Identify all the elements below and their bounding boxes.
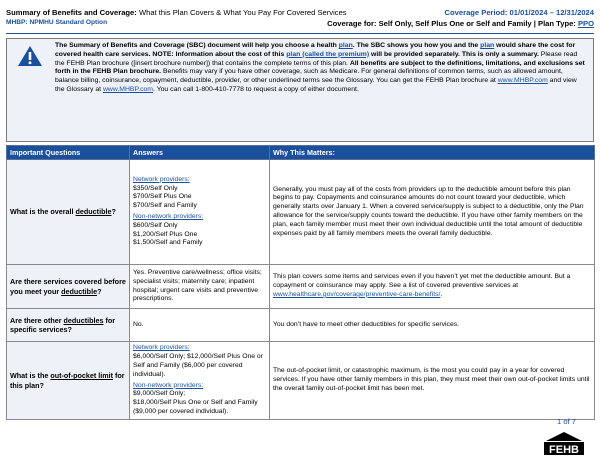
question-cell: What is the overall deductible? xyxy=(7,160,130,265)
logo-text: FEHB xyxy=(549,444,579,456)
fehb-logo xyxy=(542,430,586,456)
col-header-why: Why This Matters: xyxy=(270,146,595,160)
notice-box xyxy=(6,38,594,142)
col-header-questions: Important Questions xyxy=(7,146,130,160)
table-row xyxy=(7,160,595,265)
coverage-period: Coverage Period: 01/01/2024 – 12/31/2024 xyxy=(444,8,594,17)
answer-cell: Network providers: $6,000/Self Only; $12,000/Self Plus One or Self and Family ($6,000 per covered individual). Non-network providers: $9,000/Self Only; $18,000/Self Plus One or Self and Family ($9,000 per covered individual). xyxy=(130,342,270,420)
why-cell: You don’t have to meet other deductibles for specific services. xyxy=(270,309,595,342)
why-cell: The out-of-pocket limit, or catastrophic maximum, is the most you could pay in a year for covered services. If you have other family members in this plan, they must meet their own out-of-pocket limits until the overall family out-of-pocket limit has been met. xyxy=(270,342,595,420)
answer-cell: Yes. Preventive care/wellness; office visits; specialist visits; maternity care; inpatient hospital; urgent care visits and preventive prescriptions. xyxy=(130,265,270,309)
table-row xyxy=(7,342,595,420)
brochure-link[interactable]: www.MHBP.com xyxy=(497,77,548,84)
benefits-table xyxy=(6,145,595,420)
table-header-row xyxy=(7,146,595,160)
answer-cell: No. xyxy=(130,309,270,342)
page-number: 1 of 7 xyxy=(557,417,576,426)
sbc-title: Summary of Benefits and Coverage: What this Plan Covers & What You Pay For Covered Services xyxy=(6,8,347,17)
question-cell: What is the out-of-pocket limit for this plan? xyxy=(7,342,130,420)
notice-text: The Summary of Benefits and Coverage (SBC) document will help you choose a health plan. The SBC shows you how you and the plan would share the cost for covered health care services. NOTE: Information about the cost of this plan (called the premium) will be provided separately. This is only a summary. Please read the FEHB Plan brochure ([insert brochure number]) that contains the complete terms of this plan. All benefits are subject to the definitions, limitations, and exclusions set forth in the FEHB Plan brochure. Benefits may vary if you have other coverage, such as Medicare. For general definitions of common terms, such as allowed amount, balance billing, coinsurance, copayment, deductible, provider, or other underlined terms see the Glossary. You can get the FEHB Plan brochure at www.MHBP.com and view the Glossary at www.MHBP.com. You can call 1-800-410-7778 to request a copy of either document. xyxy=(55,42,585,93)
coverage-for: Coverage for: Self Only, Self Plus One or Self and Family | Plan Type: PPO xyxy=(327,19,594,28)
answer-cell: Network providers: $350/Self Only $700/Self Plus One $700/Self and Family Non-network providers: $600/Self Only $1,200/Self Plus One $1,500/Self and Family xyxy=(130,160,270,265)
why-cell: This plan covers some items and services even if you haven’t yet met the deductible amount. But a copayment or coinsurance may apply. See a list of covered preventive services at www.healthcare.gov/coverage/preventive-care-benefits/. xyxy=(270,265,595,309)
glossary-link[interactable]: www.MHBP.com xyxy=(102,85,154,93)
table-row xyxy=(7,265,595,309)
preventive-care-link[interactable]: www.healthcare.gov/coverage/preventive-care-benefits/ xyxy=(273,290,441,298)
warning-triangle-icon xyxy=(17,45,43,67)
page-header xyxy=(6,8,594,34)
plan-code: MHBP: NPMHU Standard Option xyxy=(6,19,108,26)
col-header-answers: Answers xyxy=(130,146,270,160)
why-cell: Generally, you must pay all of the costs from providers up to the deductible amount before this plan begins to pay. Copayments and coinsurance amounts do not count toward your deductible, which generally starts over January 1. When a covered service/supply is subject to a deductible, only the Plan allowance for the service/supply counts toward the deductible. If you have other family members on the plan, each family member must meet their own individual deductible until the total amount of deductible expenses paid by all family members meets the overall family deductible. xyxy=(270,160,595,265)
question-cell: Are there services covered before you meet your deductible? xyxy=(7,265,130,309)
question-cell: Are there other deductibles for specific services? xyxy=(7,309,130,342)
table-row xyxy=(7,309,595,342)
